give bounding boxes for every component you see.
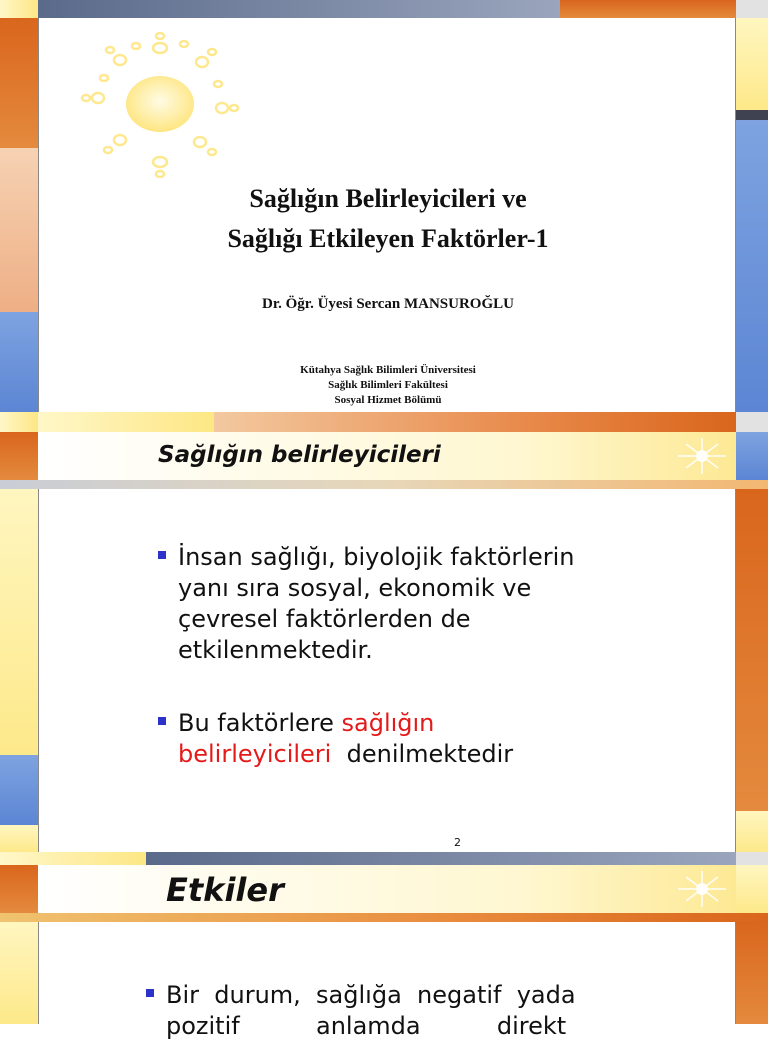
bullet2-line2 (178, 739, 513, 770)
top-band-blue (38, 0, 560, 18)
s2-right-yellow (736, 811, 768, 852)
bullet-marker (158, 717, 166, 725)
s2-left-blue (0, 755, 38, 825)
institution-department: Sosyal Hizmet Bölümü (334, 394, 442, 406)
bullet-marker (158, 551, 166, 559)
bullet1-line1: İnsan sağlığı, biyolojik faktörlerin (178, 543, 575, 571)
slide3-bullet-line2: pozitif anlamda direkt (166, 1012, 567, 1040)
left-band-orange (0, 18, 38, 148)
highlight-term-2: belirleyicileri (178, 740, 332, 768)
s3-right-rule (735, 922, 736, 1024)
bullet1-line4: etkilenmektedir. (178, 636, 373, 664)
slide3-bullet-line1: Bir durum, sağlığa negatif yada (166, 981, 576, 1009)
sparkle-icon (672, 436, 732, 476)
slide2-heading: Sağlığın belirleyicileri (158, 442, 441, 468)
slide-2 (0, 412, 768, 852)
sparkle-icon (672, 869, 732, 909)
s3-top-blue (146, 852, 736, 865)
s3-header-bar (38, 865, 736, 913)
bullet-text (178, 708, 513, 770)
s2-top-grey (736, 412, 768, 432)
s3-top-yellow (0, 852, 146, 865)
title-line-1: Sağlığın Belirleyicileri ve (249, 184, 527, 213)
s2-right-rule (735, 489, 736, 852)
slide-1 (0, 0, 768, 412)
sun-icon (78, 28, 244, 178)
s2-right-orange (736, 489, 768, 811)
s2-left-header-orange (0, 432, 38, 480)
bullet-text (178, 542, 574, 666)
right-band-blue (736, 120, 768, 412)
right-band-dark (736, 110, 768, 120)
bullet2-line1 (178, 708, 513, 739)
bullet1-line3: çevresel faktörlerden de (178, 605, 471, 633)
slide-3 (0, 852, 768, 1040)
title-line-2: Sağlığı Etkileyen Faktörler-1 (227, 224, 549, 253)
s3-top-grey (736, 852, 768, 865)
institution-university: Kütahya Sağlık Bilimleri Üniversitesi (300, 364, 476, 376)
bullet1-line2: yanı sıra sosyal, ekonomik ve (178, 574, 532, 602)
s2-top-yellow-2 (38, 412, 214, 432)
highlight-term-1: sağlığın (341, 709, 435, 737)
s3-header-rule (0, 913, 768, 922)
author-name: Dr. Öğr. Üyesi Sercan MANSUROĞLU (262, 296, 514, 312)
s2-top-yellow (0, 412, 38, 432)
s3-left-yellow (0, 922, 38, 1024)
list-item (158, 542, 574, 666)
s2-left-rule (38, 489, 39, 852)
bullet-text (166, 980, 612, 1042)
bullet2-text-before: Bu faktörlere (178, 709, 342, 737)
s2-left-yellow-2 (0, 825, 38, 852)
top-band-orange (560, 0, 736, 18)
slide3-heading: Etkiler (166, 871, 284, 909)
s3-right-orange (736, 922, 768, 1024)
s2-top-orange (214, 412, 736, 432)
s2-right-header-blue (736, 432, 768, 480)
s3-left-header-orange (0, 865, 38, 913)
s3-left-rule (38, 922, 39, 1024)
s2-header-rule (0, 480, 768, 489)
list-item (158, 708, 513, 770)
bullet2-text-after: denilmektedir (331, 740, 514, 768)
bullet-marker (146, 989, 154, 997)
left-band-peach (0, 148, 38, 312)
s3-right-header-yellow (736, 865, 768, 913)
list-item (146, 980, 612, 1042)
top-band-grey (736, 0, 768, 18)
page-number: 2 (454, 836, 461, 849)
top-band-yellow (0, 0, 38, 18)
slide1-left-rule (38, 18, 39, 412)
left-band-blue (0, 312, 38, 412)
s2-left-yellow (0, 489, 38, 755)
right-band-yellow (736, 18, 768, 110)
institution-faculty: Sağlık Bilimleri Fakültesi (328, 379, 448, 391)
